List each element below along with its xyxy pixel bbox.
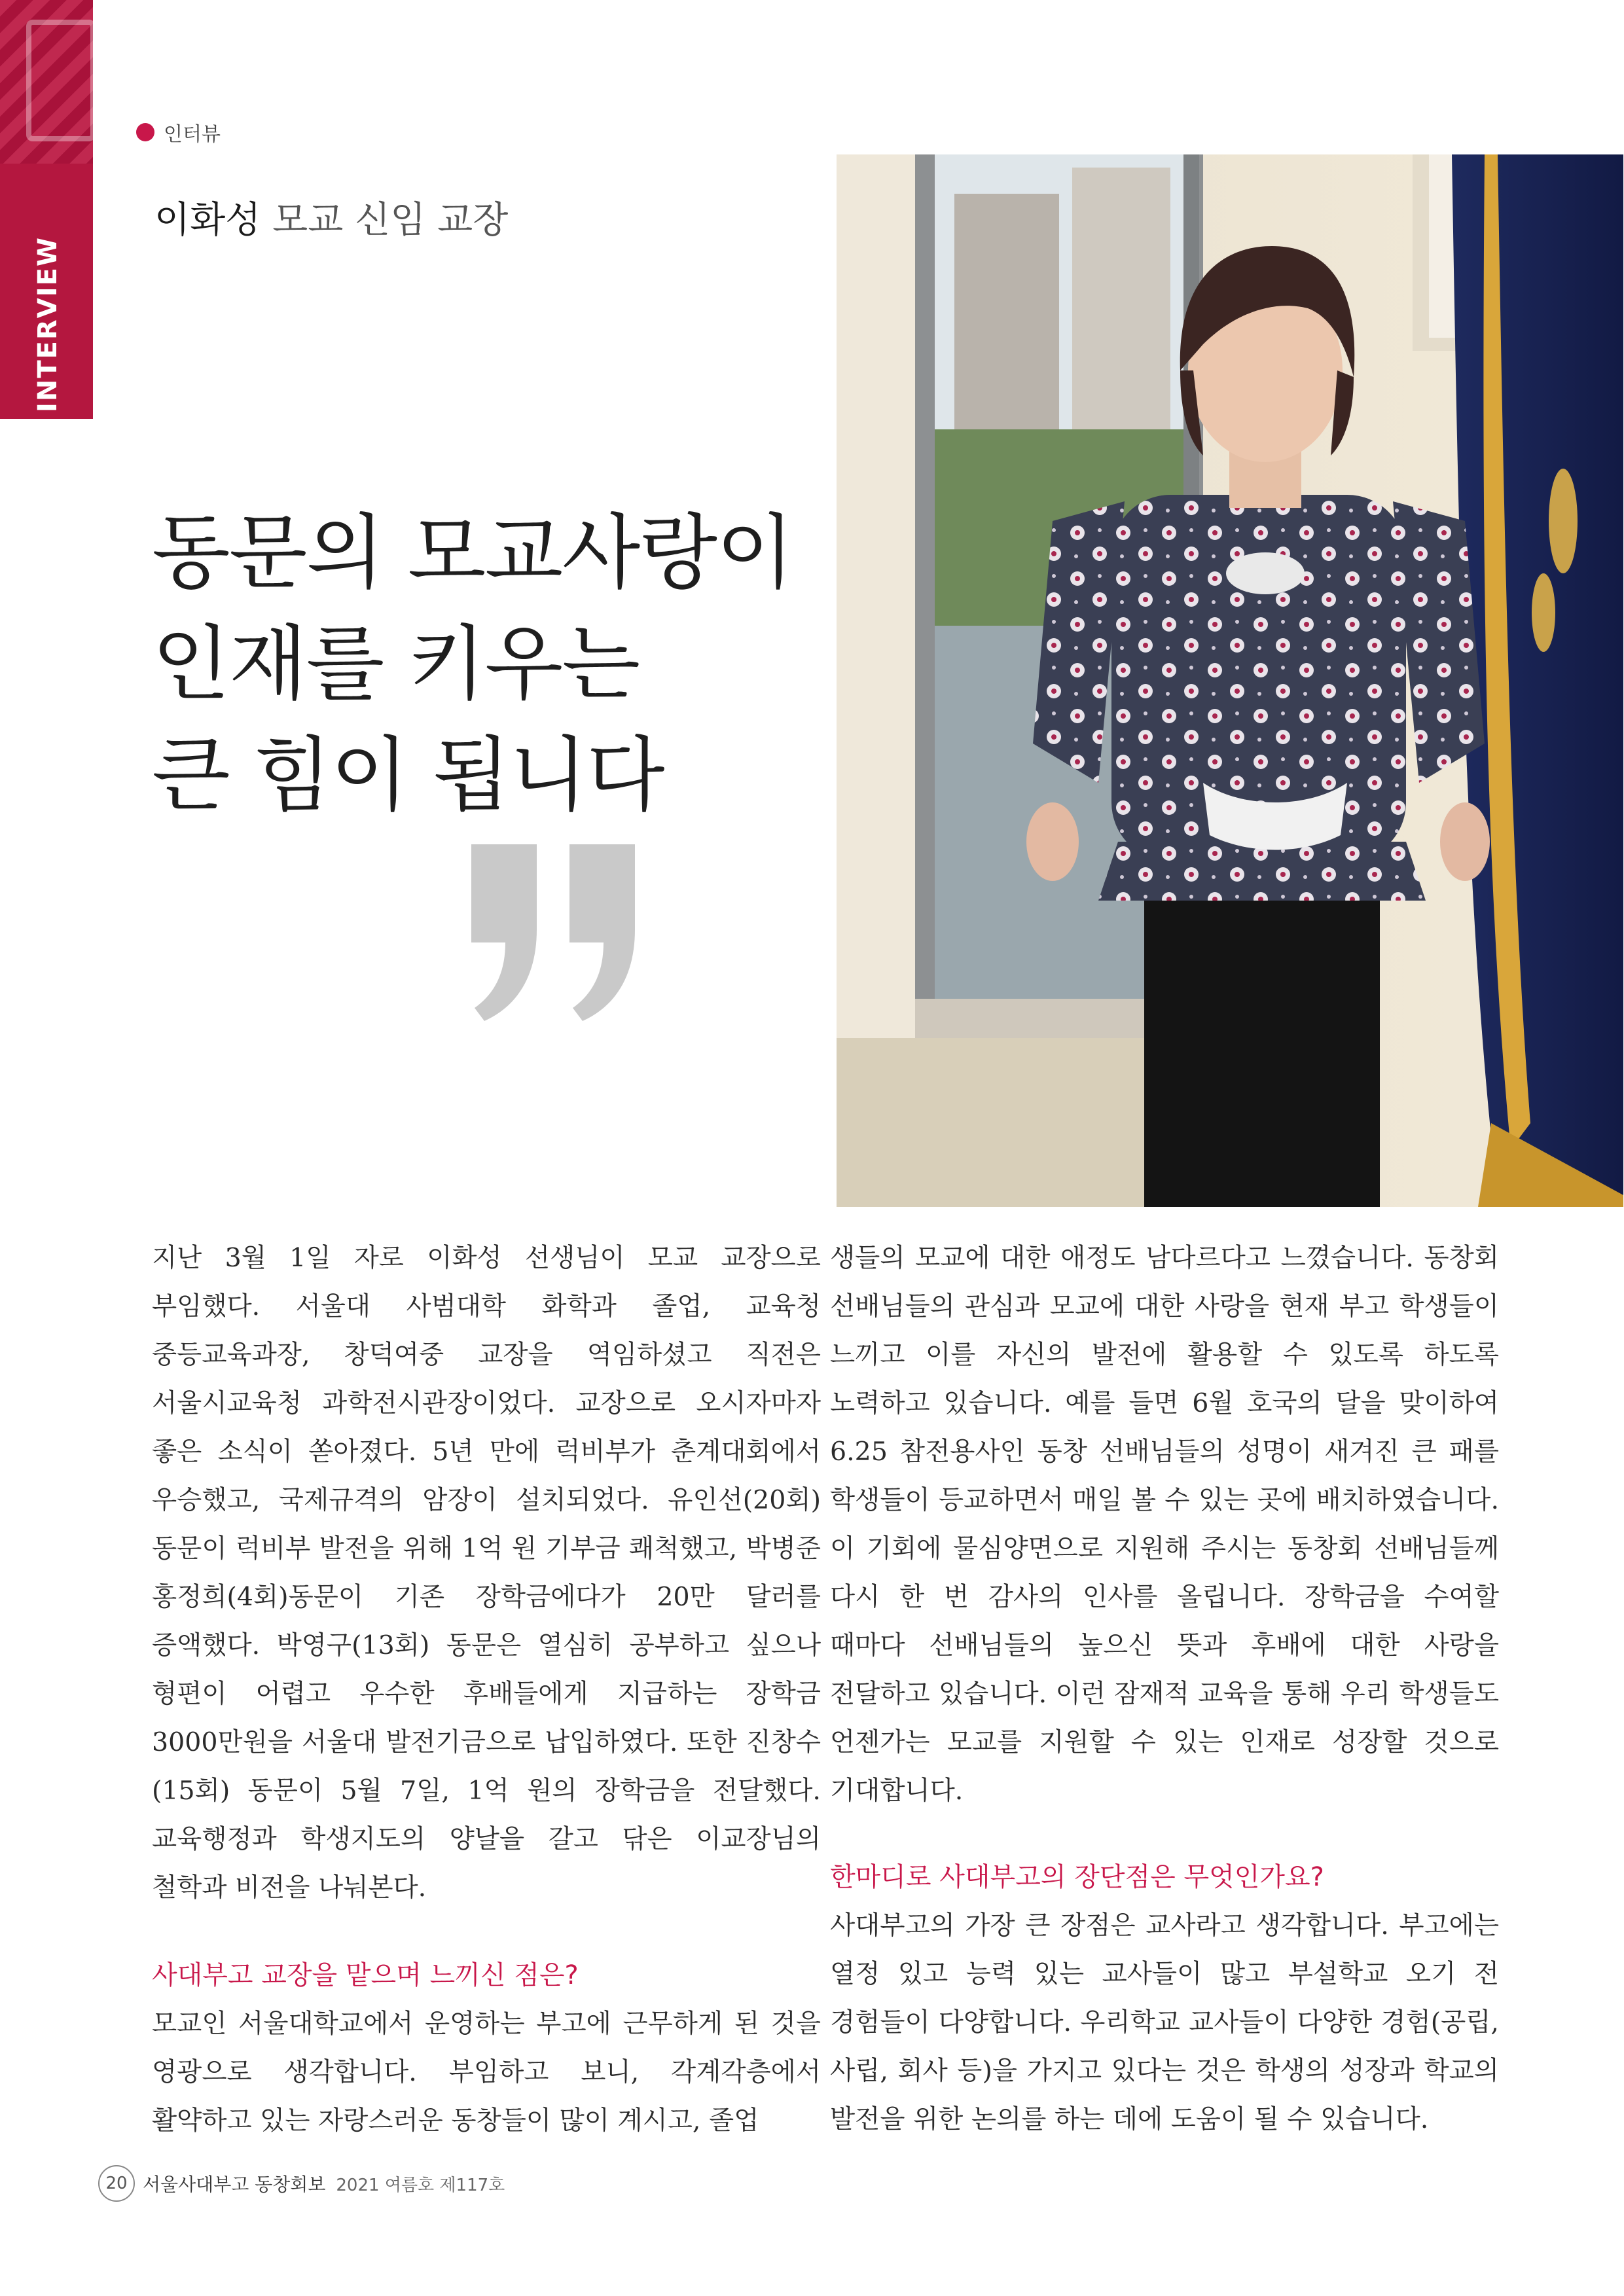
question-heading: 한마디로 사대부고의 장단점은 무엇인가요? bbox=[830, 1862, 1324, 1892]
interviewee-role: 모교 신임 교장 bbox=[272, 199, 509, 242]
answer-paragraph: 모교인 서울대학교에서 운영하는 부고에 근무하게 된 것을 영광으로 생각합니다. 부임하고 보니, 각계각층에서 활약하고 있는 자랑스러운 동창들이 많이 계시고, 졸업 bbox=[152, 2009, 821, 2136]
answer-paragraph: 생들의 모교에 대한 애정도 남다르다고 느꼈습니다. 동창회 선배님들의 관심과 모교에 대한 사랑을 현재 부고 학생들이 느끼고 이를 자신의 발전에 활용할 수 있도록 하도록 노력하고 있습니다. 예를 들면 6월 호국의 달을 맞이하여 6.25 참전용사인 동창 선배님들의 성명이 새겨진 큰 패를 학생들이 등교하면서 매일 볼 수 있는 곳에 배치하였습니다. 이 기회에 물심양면으로 지원해 주시는 동창회 선배님들께 다시 한 번 감사의 인사를 올립니다. 장학금을 수여할 때마다 선배님들의 높으신 뜻과 후배에 대한 사랑을 전달하고 있습니다. 이런 잠재적 교육을 통해 우리 학생들도 언젠가는 모교를 지원할 수 있는 인재로 성장할 것으로 기대합니다. bbox=[830, 1243, 1499, 1806]
school-emblem bbox=[0, 0, 93, 164]
answer-paragraph: 사대부고의 가장 큰 장점은 교사라고 생각합니다. 부고에는 열정 있고 능력 있는 교사들이 많고 부설학교 오기 전 경험들이 다양합니다. 우리학교 교사들이 다양한 경험(공립, 사립, 회사 등)을 가지고 있다는 것은 학생의 성장과 학교의 발전을 위한 논의를 하는 데에 도움이 될 수 있습니다. bbox=[830, 1910, 1499, 2134]
interviewee-photo bbox=[837, 154, 1623, 1207]
body-column-right bbox=[830, 1234, 1499, 2144]
quote-mark-icon bbox=[458, 831, 648, 1028]
issue-info: 2021 여름호 제117호 bbox=[336, 2175, 505, 2195]
headline-line: 동문의 모교사랑이 bbox=[152, 506, 793, 600]
side-strip bbox=[0, 0, 93, 419]
section-label: 인터뷰 bbox=[164, 123, 221, 146]
section-tag bbox=[136, 118, 221, 147]
page-number: 20 bbox=[98, 2165, 135, 2202]
headline bbox=[152, 497, 820, 831]
section-side-label: INTERVIEW bbox=[33, 236, 63, 412]
interview-subtitle bbox=[154, 191, 508, 243]
headline-line: 큰 힘이 됩니다 bbox=[152, 728, 664, 823]
page-footer bbox=[98, 2165, 505, 2202]
bullet-icon bbox=[136, 123, 154, 141]
publication-name: 서울사대부고 동창회보 bbox=[143, 2174, 326, 2195]
question-heading: 사대부고 교장을 맡으며 느끼신 점은? bbox=[152, 1960, 579, 1990]
headline-line: 인재를 키우는 bbox=[152, 617, 640, 711]
body-column-left bbox=[152, 1234, 821, 2145]
intro-paragraph: 지난 3월 1일 자로 이화성 선생님이 모교 교장으로 부임했다. 서울대 사범대학 화학과 졸업, 교육청 중등교육과장, 창덕여중 교장을 역임하셨고 직전은 서울시교육청 과학전시관장이었다. 교장으로 오시자마자 좋은 소식이 쏟아졌다. 5년 만에 럭비부가 춘계대회에서 우승했고, 국제규격의 암장이 설치되었다. 유인선(20회) 동문이 럭비부 발전을 위해 1억 원 기부금 쾌척했고, 박병준 홍정희(4회)동문이 기존 장학금에다가 20만 달러를 증액했다. 박영구(13회) 동문은 열심히 공부하고 싶으나 형편이 어렵고 우수한 후배들에게 지급하는 장학금 3000만원을 서울대 발전기금으로 납입하였다. 또한 진창수(15회) 동문이 5월 7일, 1억 원의 장학금을 전달했다. 교육행정과 학생지도의 양날을 갈고 닦은 이교장님의 철학과 비전을 나눠본다. bbox=[152, 1243, 821, 1903]
interviewee-name: 이화성 bbox=[154, 199, 261, 242]
